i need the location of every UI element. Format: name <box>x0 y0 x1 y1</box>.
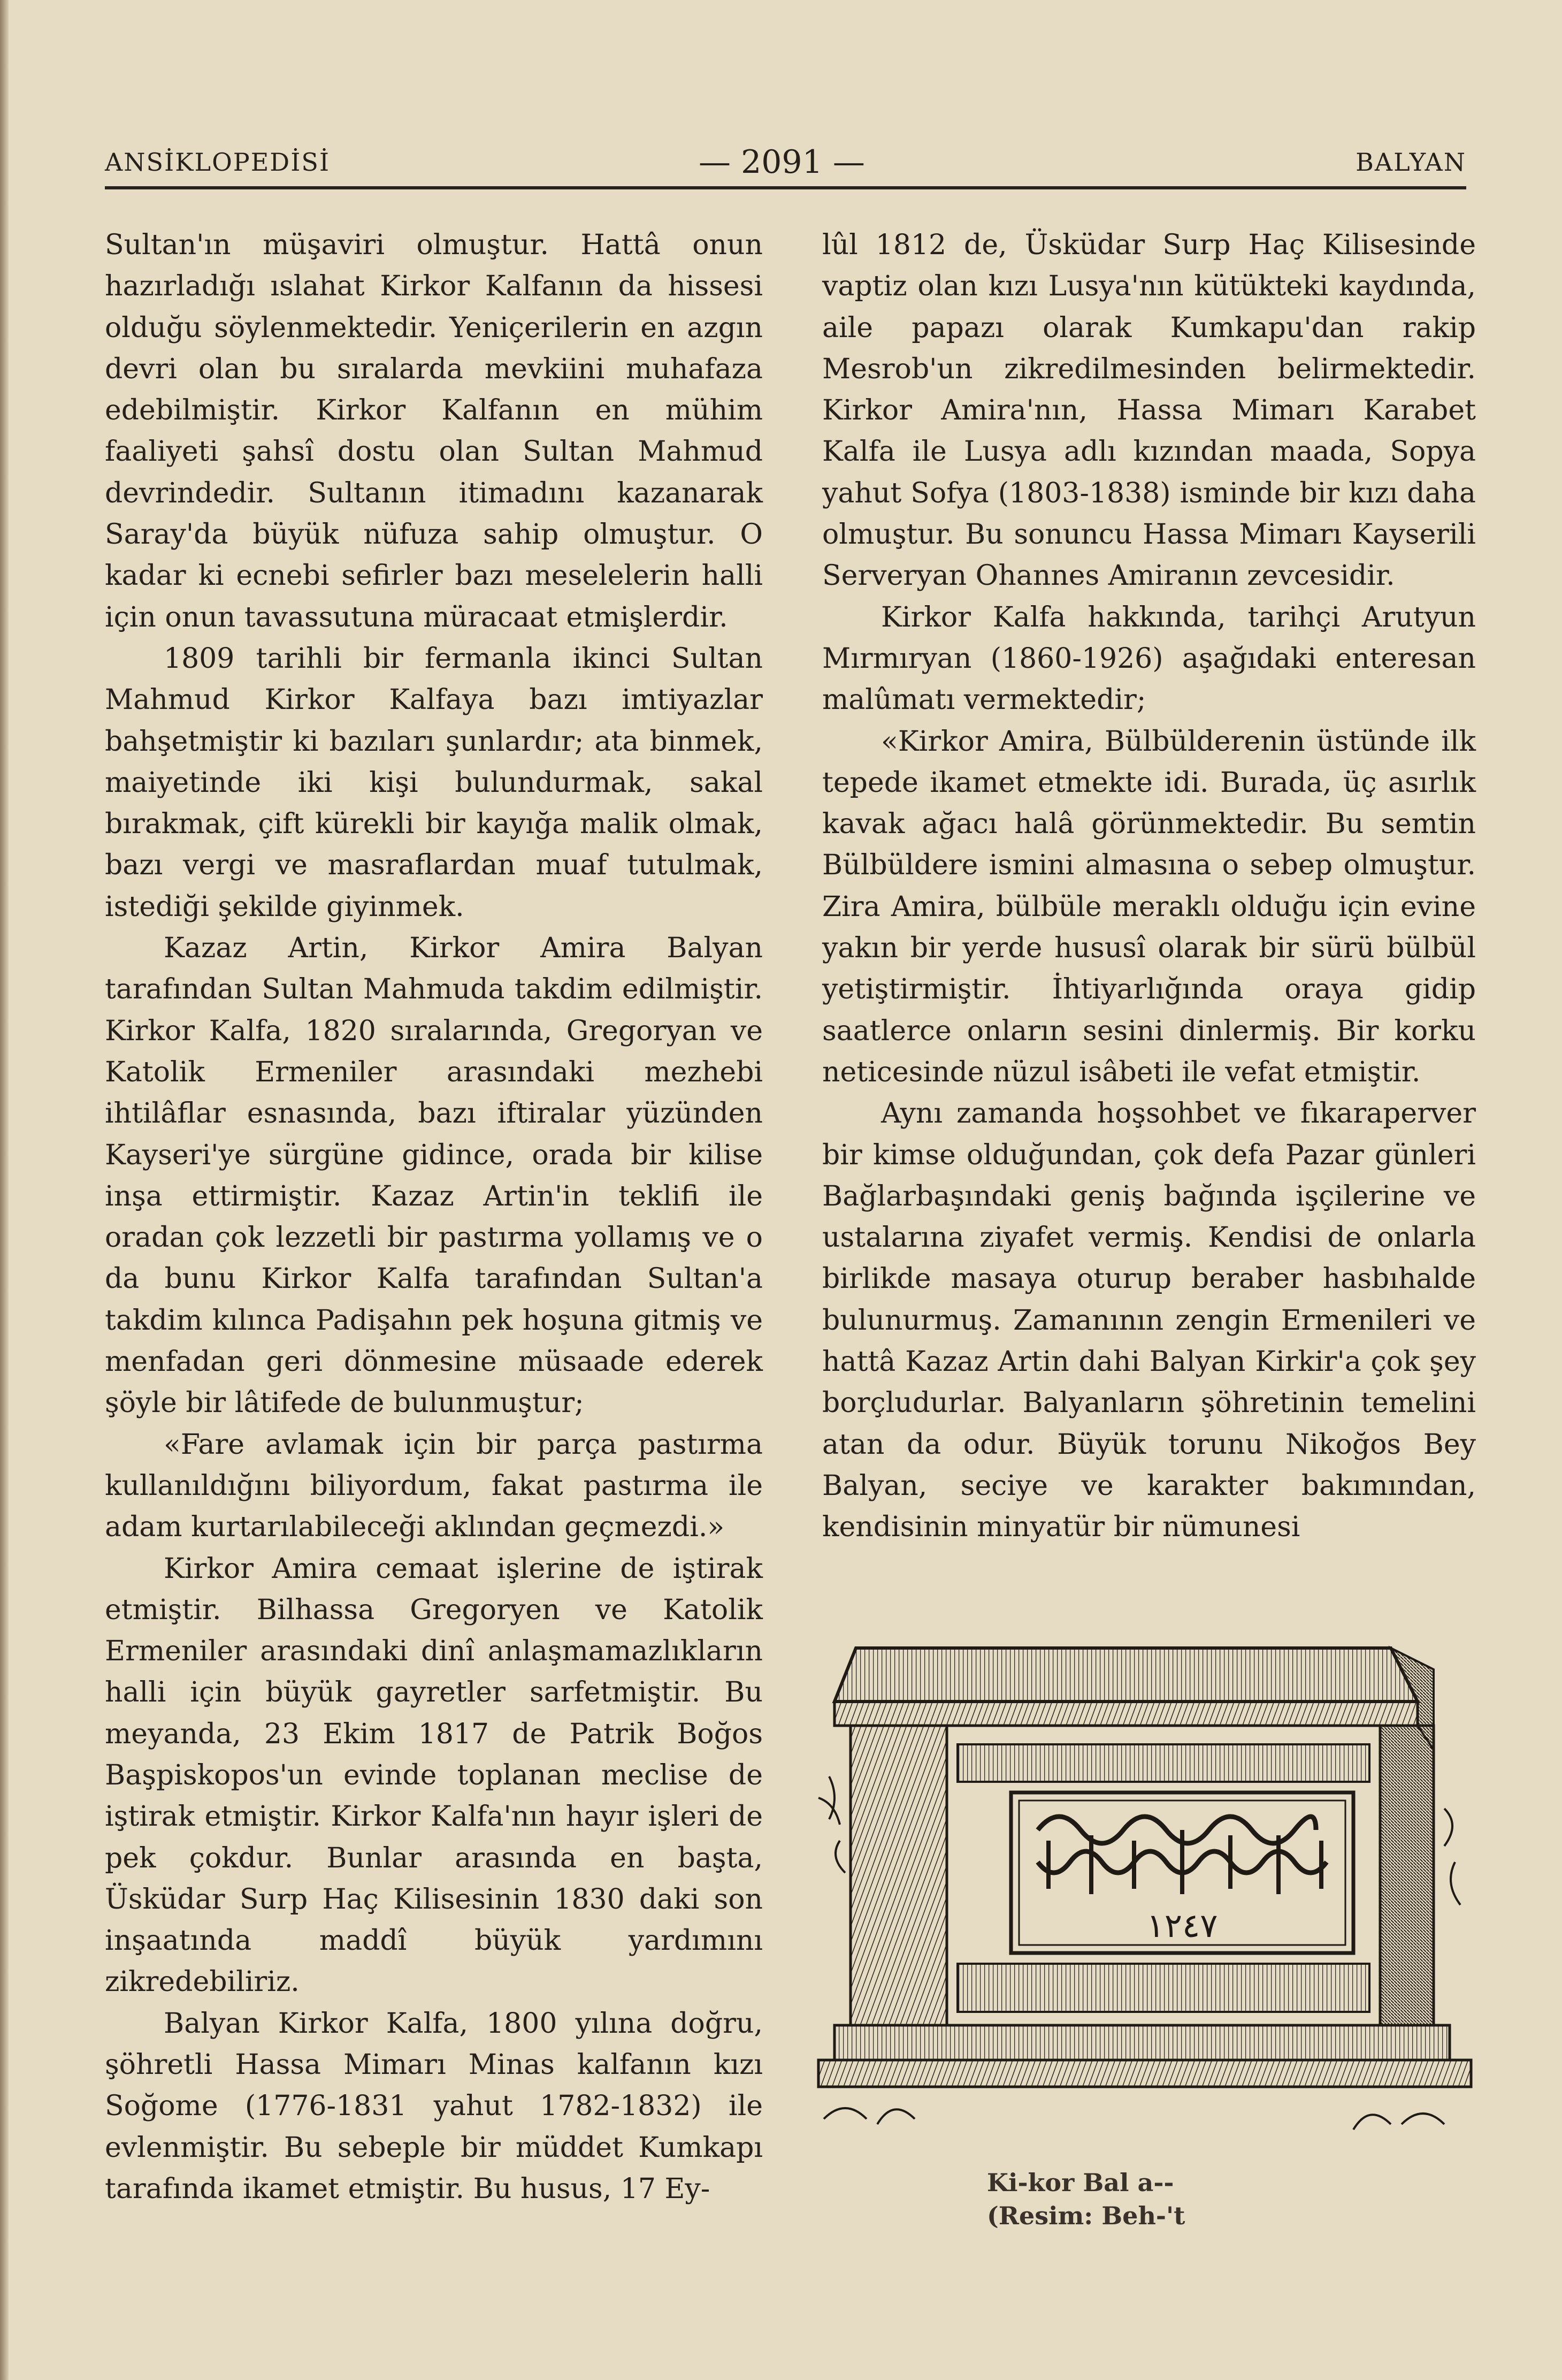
paragraph: Kazaz Artin, Kirkor Amira Balyan tarafından Sultan Mahmuda takdim edilmiştir. Kirkor Kalfa, 1820 sıralarında, Gregoryan ve Katolik Ermeniler arasındaki mezhebi ihtilâflar esnasında, bazı iftiralar yüzünden Kayseri'ye sürgüne gidince, orada bir kilise inşa ettirmiştir. Kazaz Artin'in teklifi ile oradan çok lezzetli bir pastırma yollamış ve o da bunu Kirkor Kalfa tarafından Sultan'a takdim kılınca Padişahın pek hoşuna gitmiş ve menfadan geri dönmesine müsaade ederek şöyle bir lâtifede de bulunmuştur; <box>105 932 763 1420</box>
paragraph: Kirkor Kalfa hakkında, tarihçi Arutyun Mırmıryan (1860-1926) aşağıdaki enteresan malûmatı vermektedir; <box>822 601 1476 716</box>
paragraph: Balyan Kirkor Kalfa, 1800 yılına doğru, şöhretli Hassa Mimarı Minas kalfanın kızı Soğome (1776-1831 yahut 1782-1832) ile evlenmiştir. Bu sebeple bir müddet Kumkapı tarafında ikamet etmiştir. Bu husus, 17 Ey- <box>105 2007 763 2205</box>
figure-caption <box>987 2166 1361 2232</box>
tomb-base <box>818 2025 1471 2087</box>
quote-paragraph: «Fare avlamak için bir parça pastırma kullanıldığını biliyordum, fakat pastırma ile adam kurtarılabileceği aklından geçmezdi.» <box>105 1428 763 1544</box>
paragraph: Aynı zamanda hoşsohbet ve fıkaraperver bir kimse olduğundan, çok defa Pazar günleri Bağlarbaşındaki geniş bağında işçilerine ve ustalarına ziyafet vermiş. Kendisi de onlarla birlikde masaya oturup beraber hasbıhalde bulunurmuş. Zamanının zengin Ermenileri ve hattâ Kazaz Artin dahi Balyan Kirkir'a çok şey borçludurlar. Balyanların şöhretinin temelini atan da odur. Büyük torunu Nikoğos Bey Balyan, seciye ve karakter bakımından, kendisinin minyatür bir nümunesi <box>822 1097 1476 1544</box>
paragraph: Sultan'ın müşaviri olmuştur. Hattâ onun hazırladığı ıslahat Kirkor Kalfanın da hissesi olduğu söylenmektedir. Yeniçerilerin en azgın devri olan bu sıralarda mevkiini muhafaza edebilmiştir. Kirkor Kalfanın en mühim faaliyeti şahsî dostu olan Sultan Mahmud devrindedir. Sultanın itimadını kazanarak Saray'da büyük nüfuza sahip olmuştur. O kadar ki ecnebi sefirler bazı meselelerin halli için onun tavassutuna müracaat etmişlerdir. <box>105 229 763 634</box>
left-column <box>105 225 763 2210</box>
tomb-engraving <box>813 1637 1479 2151</box>
paragraph: lûl 1812 de, Üsküdar Surp Haç Kilisesinde vaptiz olan kızı Lusya'nın kütükteki kaydında, aile papazı olarak Kumkapu'dan rakip Mesrob'un zikredilmesinden belirmektedir. Kirkor Amira'nın, Hassa Mimarı Karabet Kalfa ile Lusya adlı kızından maada, Sopya yahut Sofya (1803-1838) isminde bir kızı daha olmuştur. Bu sonuncu Hassa Mimarı Kayserili Serveryan Ohannes Amiranın zevcesidir. <box>822 229 1476 592</box>
page-edge <box>0 0 9 2380</box>
page-number: — 2091 — <box>699 143 865 181</box>
paragraph: 1809 tarihli bir fermanla ikinci Sultan Mahmud Kirkor Kalfaya bazı imtiyazlar bahşetmiştir ki bazıları şunlardır; ata binmek, maiyetinde iki kişi bulundurmak, sakal bırakmak, çift kürekli bir kayığa malik olmak, bazı vergi ve masraflardan muaf tutulmak, istediği şekilde giyinmek. <box>105 642 763 923</box>
header-entry-label: BALYAN <box>1356 148 1466 177</box>
caption-line-1: Ki-kor Bal a-- <box>987 2168 1174 2197</box>
quote-paragraph: «Kirkor Amira, Bülbülderenin üstünde ilk tepede ikamet etmekte idi. Burada, üç asırlık kavak ağacı halâ görünmektedir. Bu semtin Bülbüldere ismini almasına o sebep olmuştur. Zira Amira, bülbüle meraklı olduğu için evine yakın bir yerde hususî olarak bir sürü bülbül yetiştirmiştir. İhtiyarlığında oraya gidip saatlerce onların sesini dinlermiş. Bir korku neticesinde nüzul isâbeti ile vefat etmiştir. <box>822 725 1476 1088</box>
right-column <box>822 225 1476 1548</box>
paragraph: Kirkor Amira cemaat işlerine de iştirak etmiştir. Bilhassa Gregoryen ve Katolik Ermeniler arasındaki dinî anlaşmamazlıkların halli için büyük gayretler sarfetmiştir. Bu meyanda, 23 Ekim 1817 de Patrik Boğos Başpiskopos'un evinde toplanan meclise de iştirak etmiştir. Kirkor Kalfa'nın hayır işleri de pek çokdur. Bunlar arasında en başta, Üsküdar Surp Haç Kilisesinin 1830 daki son inşaatında maddî büyük yardımını zikredebiliriz. <box>105 1552 763 1998</box>
page-header <box>105 140 1466 189</box>
inscription-year: ١٢٤٧ <box>1146 1906 1218 1945</box>
caption-line-2: (Resim: Beh-'t <box>987 2201 1185 2230</box>
inscription-panel <box>1011 1792 1353 1953</box>
header-encyclopedia-label: ANSİKLOPEDİSİ <box>105 148 331 177</box>
